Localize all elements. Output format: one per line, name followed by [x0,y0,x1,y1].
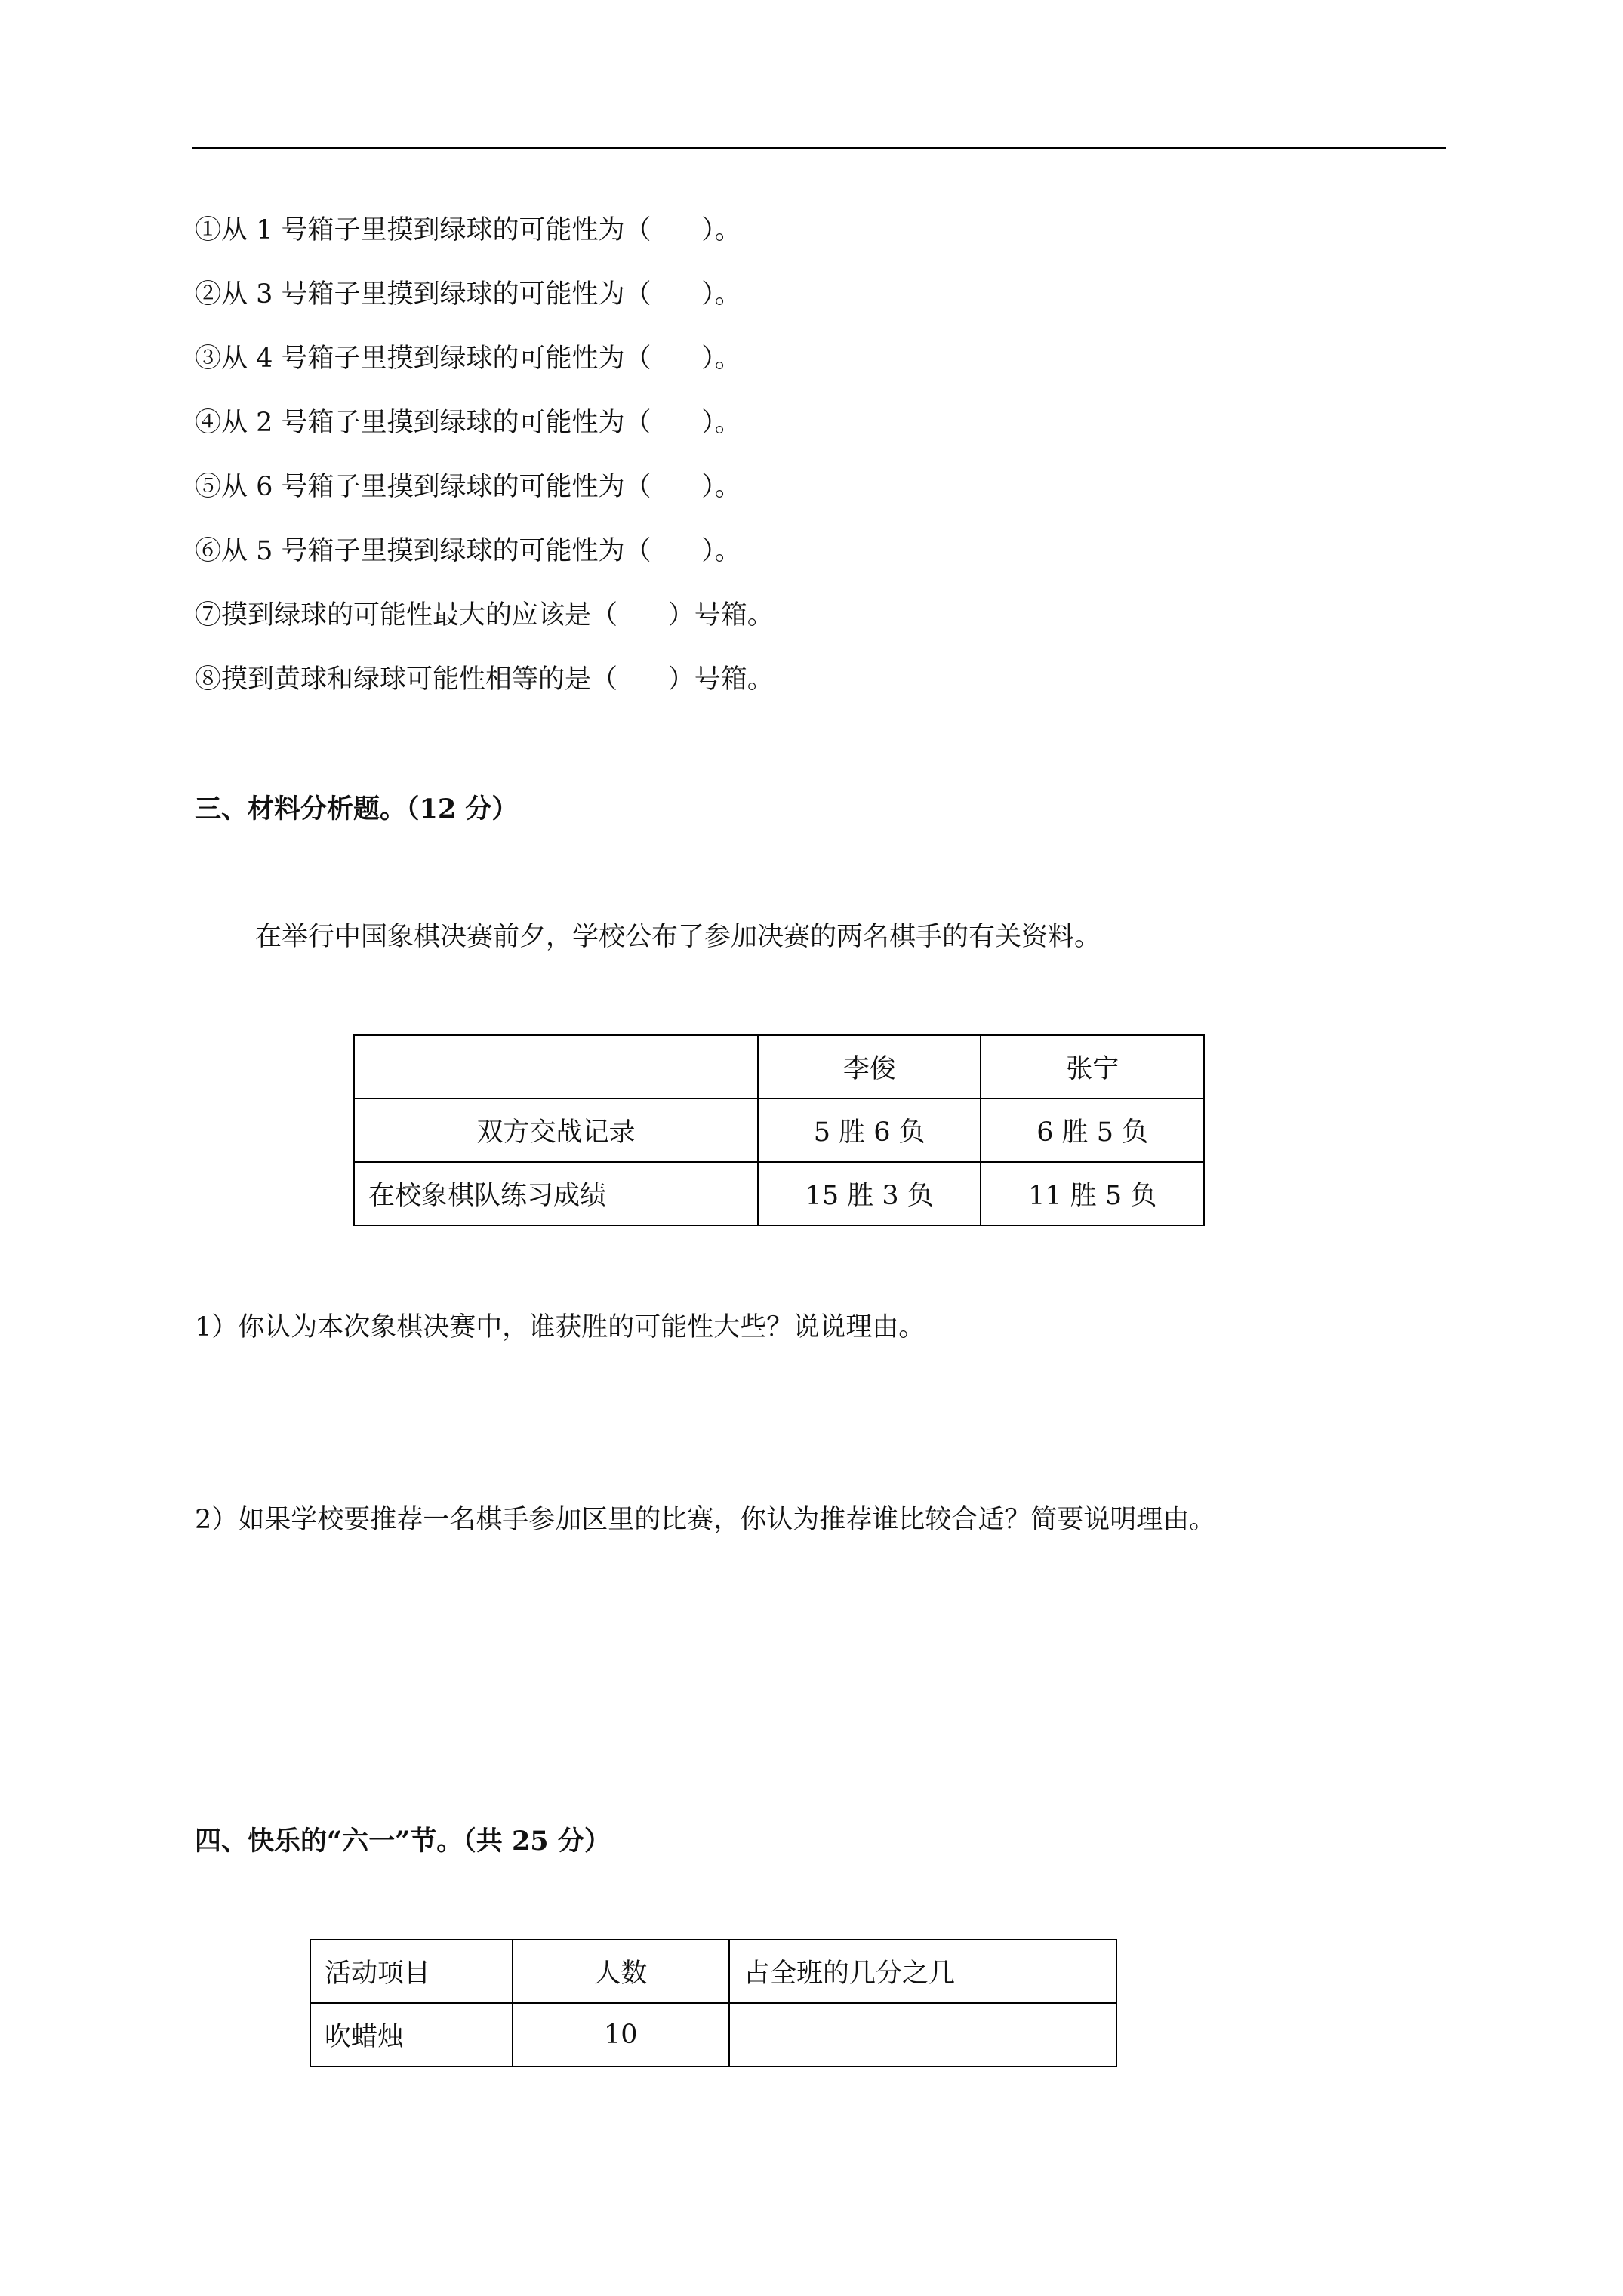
table-cell [729,2003,1116,2066]
table-header-cell [354,1035,758,1099]
question-8: ⑧摸到黄球和绿球可能性相等的是（ ）号箱。 [195,664,774,695]
question-4: ④从 2 号箱子里摸到绿球的可能性为（ ）。 [195,408,741,438]
question-7: ⑦摸到绿球的可能性最大的应该是（ ）号箱。 [195,600,774,630]
table-row [354,1162,1204,1225]
table-cell: 10 [513,2003,730,2066]
activity-table [310,1939,1117,2067]
table-cell: 11 胜 5 负 [981,1162,1204,1225]
question-3: ③从 4 号箱子里摸到绿球的可能性为（ ）。 [195,344,741,374]
table-cell: 5 胜 6 负 [758,1099,981,1162]
question-2: ②从 3 号箱子里摸到绿球的可能性为（ ）。 [195,279,741,310]
table-row [354,1099,1204,1162]
question-6: ⑥从 5 号箱子里摸到绿球的可能性为（ ）。 [195,536,741,566]
question-1: ①从 1 号箱子里摸到绿球的可能性为（ ）。 [195,215,741,245]
table-cell: 6 胜 5 负 [981,1099,1204,1162]
question-5: ⑤从 6 号箱子里摸到绿球的可能性为（ ）。 [195,472,741,502]
table-row [310,2003,1116,2066]
table-header-cell: 李俊 [758,1035,981,1099]
table-cell: 吹蜡烛 [310,2003,513,2066]
header-rule [192,147,1446,149]
table-header-cell: 活动项目 [310,1940,513,2003]
section-4-heading: 四、快乐的“六一”节。（共 25 分） [195,1826,611,1857]
table-cell: 15 胜 3 负 [758,1162,981,1225]
table-header-row [310,1940,1116,2003]
table-header-cell: 人数 [513,1940,730,2003]
table-cell: 双方交战记录 [354,1099,758,1162]
section-3-heading: 三、材料分析题。（12 分） [195,794,519,824]
table-header-row [354,1035,1204,1099]
table-header-cell: 张宁 [981,1035,1204,1099]
section-3-question-1: 1）你认为本次象棋决赛中，谁获胜的可能性大些？说说理由。 [195,1312,925,1342]
chess-results-table [353,1034,1205,1226]
section-3-question-2: 2）如果学校要推荐一名棋手参加区里的比赛，你认为推荐谁比较合适？简要说明理由。 [195,1505,1216,1535]
section-3-intro: 在举行中国象棋决赛前夕，学校公布了参加决赛的两名棋手的有关资料。 [255,922,1101,952]
table-cell: 在校象棋队练习成绩 [354,1162,758,1225]
table-header-cell: 占全班的几分之几 [729,1940,1116,2003]
